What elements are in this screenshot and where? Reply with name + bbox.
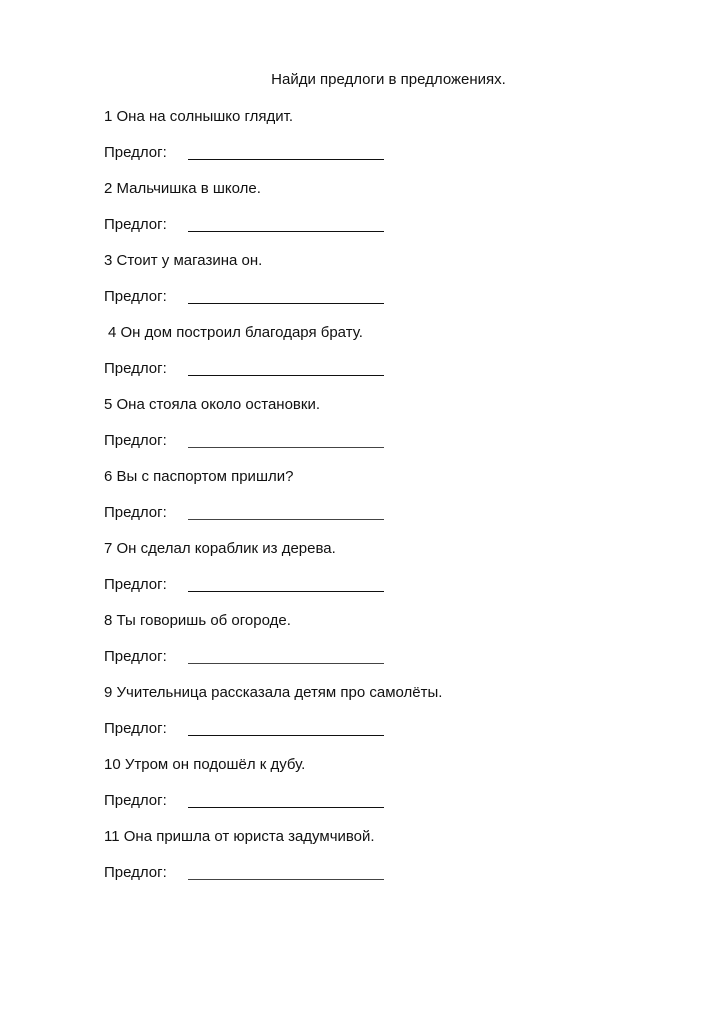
exercise-sentence: 7 Он сделал кораблик из дерева. bbox=[104, 540, 336, 557]
answer-line[interactable] bbox=[188, 735, 384, 736]
exercise-sentence: 2 Мальчишка в школе. bbox=[104, 180, 261, 197]
answer-line[interactable] bbox=[188, 807, 384, 808]
exercise-sentence: 8 Ты говоришь об огороде. bbox=[104, 612, 291, 629]
answer-label: Предлог: bbox=[104, 792, 167, 809]
answer-label: Предлог: bbox=[104, 504, 167, 521]
answer-row bbox=[104, 359, 404, 379]
answer-label: Предлог: bbox=[104, 864, 167, 881]
answer-label: Предлог: bbox=[104, 288, 167, 305]
exercise-item-8 bbox=[104, 611, 664, 665]
exercise-sentence: 3 Стоит у магазина он. bbox=[104, 252, 263, 269]
answer-label: Предлог: bbox=[104, 360, 167, 377]
answer-label: Предлог: bbox=[104, 432, 167, 449]
exercise-item-4 bbox=[104, 323, 664, 377]
answer-row bbox=[104, 719, 404, 739]
exercise-item-11 bbox=[104, 827, 664, 881]
answer-row bbox=[104, 143, 404, 163]
answer-label: Предлог: bbox=[104, 144, 167, 161]
answer-row bbox=[104, 575, 404, 595]
answer-row bbox=[104, 863, 404, 883]
answer-line[interactable] bbox=[188, 591, 384, 592]
answer-line[interactable] bbox=[188, 159, 384, 160]
exercise-item-9 bbox=[104, 683, 664, 737]
exercise-sentence: 10 Утром он подошёл к дубу. bbox=[104, 756, 306, 773]
exercise-item-10 bbox=[104, 755, 664, 809]
answer-row bbox=[104, 791, 404, 811]
answer-label: Предлог: bbox=[104, 720, 167, 737]
worksheet-title: Найди предлоги в предложениях. bbox=[271, 71, 506, 88]
exercise-item-1 bbox=[104, 107, 664, 161]
exercise-sentence: 11 Она пришла от юриста задумчивой. bbox=[104, 828, 375, 845]
answer-row bbox=[104, 503, 404, 523]
exercise-sentence: 4 Он дом построил благодаря брату. bbox=[108, 324, 363, 341]
answer-row bbox=[104, 287, 404, 307]
exercise-item-2 bbox=[104, 179, 664, 233]
answer-line[interactable] bbox=[188, 375, 384, 376]
answer-line[interactable] bbox=[188, 303, 384, 304]
exercise-sentence: 1 Она на солнышко глядит. bbox=[104, 108, 294, 125]
answer-label: Предлог: bbox=[104, 216, 167, 233]
answer-line[interactable] bbox=[188, 447, 384, 448]
exercise-sentence: 5 Она стояла около остановки. bbox=[104, 396, 321, 413]
exercise-item-6 bbox=[104, 467, 664, 521]
answer-line[interactable] bbox=[188, 663, 384, 664]
answer-row bbox=[104, 215, 404, 235]
answer-line[interactable] bbox=[188, 879, 384, 880]
exercise-item-7 bbox=[104, 539, 664, 593]
answer-row bbox=[104, 431, 404, 451]
exercise-sentence: 6 Вы с паспортом пришли? bbox=[104, 468, 294, 485]
answer-label: Предлог: bbox=[104, 576, 167, 593]
exercise-item-3 bbox=[104, 251, 664, 305]
answer-label: Предлог: bbox=[104, 648, 167, 665]
answer-row bbox=[104, 647, 404, 667]
answer-line[interactable] bbox=[188, 519, 384, 520]
answer-line[interactable] bbox=[188, 231, 384, 232]
exercise-sentence: 9 Учительница рассказала детям про самолёты. bbox=[104, 684, 443, 701]
exercise-item-5 bbox=[104, 395, 664, 449]
